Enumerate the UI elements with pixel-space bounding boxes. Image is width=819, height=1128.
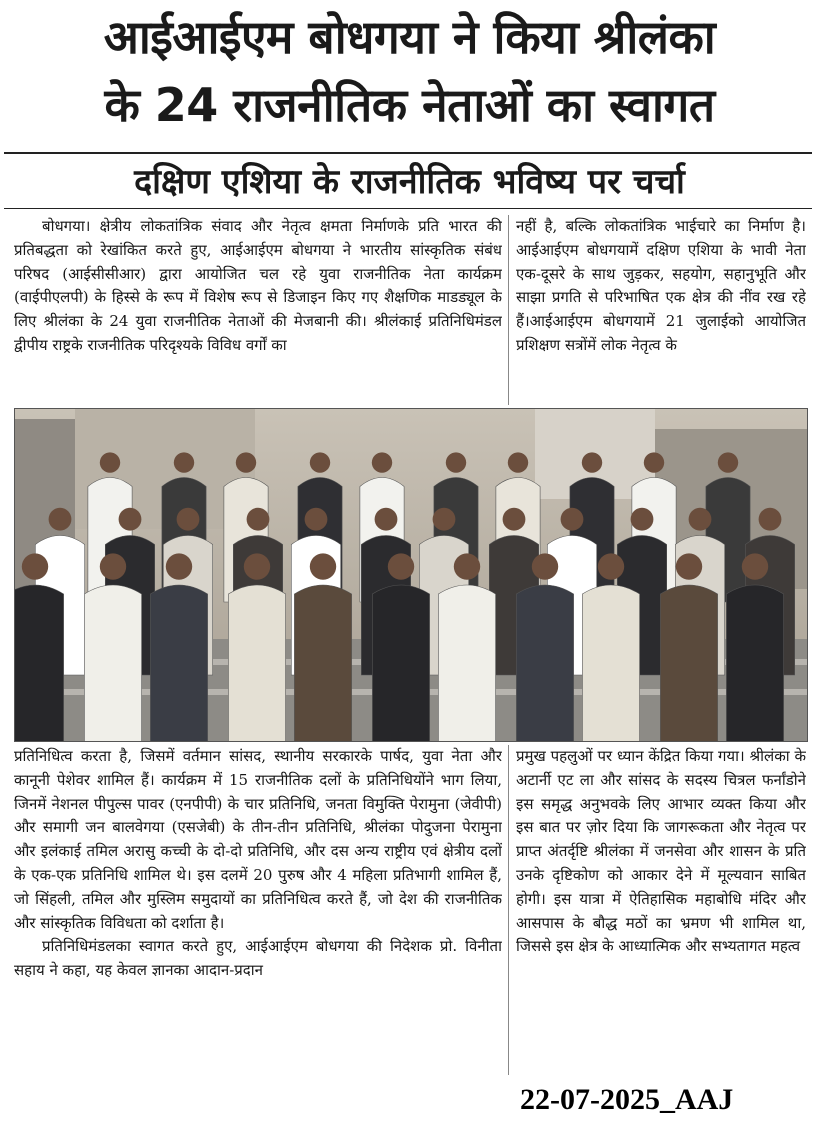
person-silhouette bbox=[15, 585, 64, 741]
person-silhouette bbox=[372, 585, 429, 741]
person-head bbox=[100, 452, 120, 472]
person-silhouette bbox=[582, 585, 639, 741]
article-column-1-bottom bbox=[14, 745, 502, 1075]
person-head bbox=[433, 508, 456, 531]
article-paragraph: प्रतिनिधित्व करता है, जिसमें वर्तमान सांसद, स्थानीय सरकारके पार्षद, युवा नेता और कानूनी पेशेवर शामिल हैं। कार्यक्रम में 15 राजनीतिक दलों के प्रतिनिधियोंने भाग लिया, जिनमें नेशनल पीपुल्स पावर (एनपीपी) के चार प्रतिनिधि, जनता विमुक्ति पेरामुना (जेवीपी) और समागी जन बालवेगया (एसजेबी) के तीन-तीन प्रतिनिधि, श्रीलंका पोदुजना पेरामुना और इलंकाई तमिल अरासु कच्ची के दो-दो प्रतिनिधि, और दस अन्य राष्ट्रीय एवं क्षेत्रीय दलों के एक-एक प्रतिनिधि शामिल थे। इस दलमें 20 पुरुष और 4 महिला प्रतिभागी शामिल हैं, जो सिंहली, तमिल और मुस्लिम समुदायों का प्रतिनिधित्व करते हैं, जो देश की राजनीतिक और सांस्कृतिक विविधता को दर्शाता है। bbox=[14, 747, 502, 932]
dateline: 22-07-2025_AAJ bbox=[520, 1083, 734, 1116]
column-divider bbox=[508, 745, 509, 1075]
person-head bbox=[100, 553, 126, 579]
person-head bbox=[174, 452, 194, 472]
person-head bbox=[503, 508, 526, 531]
person-silhouette bbox=[726, 585, 783, 741]
person-head bbox=[598, 553, 624, 579]
article-paragraph: नहीं है, बल्कि लोकतांत्रिक भाईचारे का निर्माण है। आईआईएम बोधगयामें दक्षिण एशिया के भावी नेता एक-दूसरे के साथ जुड़कर, सहयोग, सहानुभूति और साझा प्रगति से परिभाषित एक क्षेत्र की नींव रख रहे हैं।आईआईएम बोधगयामें 21 जुलाईको आयोजित प्रशिक्षण सत्रोंमें लोक नेतृत्व के bbox=[516, 217, 806, 354]
person-head bbox=[454, 553, 480, 579]
person-silhouette bbox=[228, 585, 285, 741]
article-paragraph: बोधगया। क्षेत्रीय लोकतांत्रिक संवाद और नेतृत्व क्षमता निर्माणके प्रति भारत की प्रतिबद्धता को रेखांकित करते हुए, आईआईएम बोधगया ने भारतीय सांस्कृतिक संबंध परिषद (आईसीसीआर) द्वारा आयोजित चल रहे युवा राजनीतिक नेता कार्यक्रम (वाईपीएलपी) के हिस्से के रूप में विशेष रूप से डिजाइन किए गए शैक्षणिक माडड्यूल के लिए श्रीलंका के 24 युवा राजनीतिक नेताओं की मेजबानी की। श्रीलंकाई प्रतिनिधिमंडल द्वीपीय राष्ट्रके राजनीतिक परिदृश्यके विविध वर्गों का bbox=[14, 217, 502, 354]
group-photo bbox=[14, 408, 808, 742]
person-head bbox=[742, 553, 768, 579]
article-paragraph: प्रमुख पहलुओं पर ध्यान केंद्रित किया गया। श्रीलंका के अटार्नी एट ला और सांसद के सदस्य चित्रल फर्नांडोने इस समृद्ध अनुभवके लिए आभार व्यक्त किया और इस बात पर ज़ोर दिया कि जागरूकता और नेतृत्व पर प्राप्त अंतर्दृष्टि श्रीलंका में जनसेवा और शासन के प्रति उनके दृष्टिकोण को आकार देने में मूल्यवान साबित होगी। इस यात्रा में ऐतिहासिक महाबोधि मंदिर और आसपास के बौद्ध मठों का भ्रमण भी शामिल था, जिससे इस क्षेत्र के आध्यात्मिक और सभ्यतागत महत्व bbox=[516, 747, 806, 956]
article-paragraph: प्रतिनिधिमंडलका स्वागत करते हुए, आईआईएम बोधगया की निदेशक प्रो. विनीता सहाय ने कहा, यह केवल ज्ञानका आदान-प्रदान bbox=[14, 937, 502, 980]
person-head bbox=[689, 508, 712, 531]
person-head bbox=[561, 508, 584, 531]
subheadline-divider bbox=[4, 208, 812, 209]
article-column-2-top bbox=[516, 215, 806, 405]
person-head bbox=[166, 553, 192, 579]
person-head bbox=[508, 452, 528, 472]
person-head bbox=[644, 452, 664, 472]
person-head bbox=[676, 553, 702, 579]
person-head bbox=[375, 508, 398, 531]
person-head bbox=[582, 452, 602, 472]
headline-line-2: के 24 राजनीतिक नेताओं का स्वागत bbox=[104, 78, 715, 132]
person-head bbox=[631, 508, 654, 531]
person-silhouette bbox=[84, 585, 141, 741]
subheadline: दक्षिण एशिया के राजनीतिक भविष्य पर चर्चा bbox=[134, 162, 685, 202]
person-head bbox=[247, 508, 270, 531]
article-column-1-top bbox=[14, 215, 502, 405]
person-head bbox=[244, 553, 270, 579]
headline-divider bbox=[4, 152, 812, 154]
person-head bbox=[49, 508, 72, 531]
person-silhouette bbox=[516, 585, 573, 741]
person-head bbox=[759, 508, 782, 531]
column-divider bbox=[508, 215, 509, 405]
person-silhouette bbox=[150, 585, 207, 741]
person-head bbox=[388, 553, 414, 579]
person-head bbox=[177, 508, 200, 531]
person-head bbox=[236, 452, 256, 472]
person-head bbox=[372, 452, 392, 472]
person-silhouette bbox=[438, 585, 495, 741]
person-head bbox=[532, 553, 558, 579]
article-column-2-bottom bbox=[516, 745, 806, 1075]
person-head bbox=[119, 508, 142, 531]
person-head bbox=[22, 553, 48, 579]
person-silhouette bbox=[660, 585, 717, 741]
person-head bbox=[305, 508, 328, 531]
person-head bbox=[310, 553, 336, 579]
person-head bbox=[310, 452, 330, 472]
person-head bbox=[718, 452, 738, 472]
person-silhouette bbox=[294, 585, 351, 741]
person-head bbox=[446, 452, 466, 472]
headline-line-1: आईआईएम बोधगया ने किया श्रीलंका bbox=[103, 10, 716, 64]
